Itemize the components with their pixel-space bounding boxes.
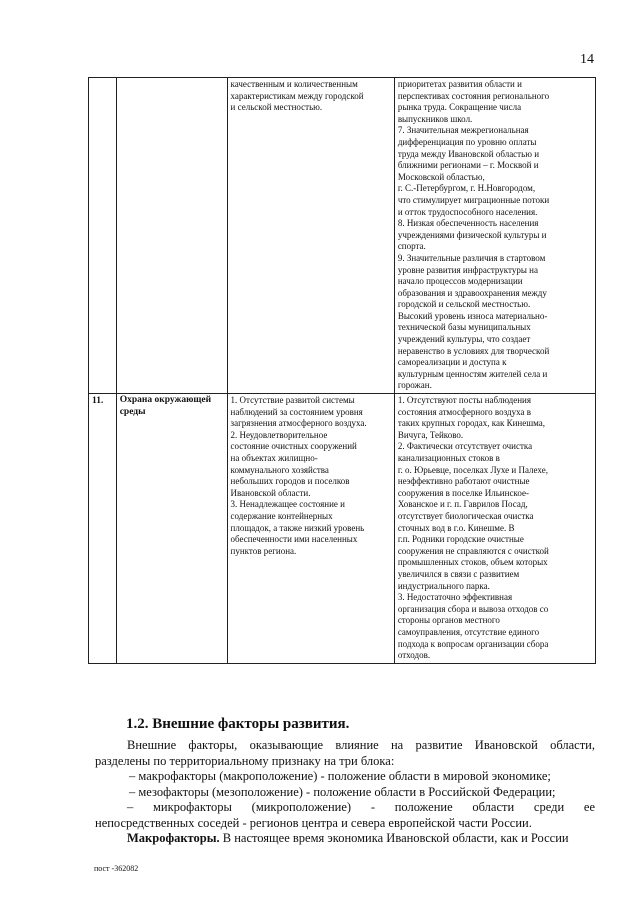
cell-line: увеличился в связи с развитием	[397, 568, 520, 579]
number-cell	[89, 394, 117, 664]
cell-line: Вичуга, Тейково.	[397, 429, 464, 440]
cell-line: отсутствует биологическая очистка	[397, 510, 534, 521]
cell-line: уровне развития инфраструктуры на	[397, 264, 538, 275]
cell-line: состояние очистных сооружений	[230, 441, 357, 452]
cell-line: 9. Значительные различия в стартовом	[397, 252, 546, 263]
cell-line: неэффективно работают очистные	[397, 476, 530, 487]
cell-line: 2. Фактически отсутствует очистка	[397, 441, 533, 452]
area-cell	[116, 78, 227, 394]
cell-line: 1. Отсутствие развитой системы	[230, 395, 355, 406]
cell-line: самоуправления, отсутствие единого	[397, 626, 540, 637]
cell-line: самореализации и доступа к	[397, 357, 507, 368]
cell-line: 2. Неудовлетворительное	[230, 429, 328, 440]
cell-line: и сельской местностью.	[230, 102, 323, 113]
cell-line: качественным и количественным	[230, 79, 358, 89]
cell-line: стороны органов местного	[397, 615, 500, 626]
problems-cell	[227, 78, 394, 394]
cell-line: г.п. Родники городские очистные	[397, 534, 524, 545]
cell-line: труда между Ивановской областью и	[397, 148, 540, 159]
area-cell	[116, 394, 227, 664]
page-number: 14	[580, 52, 594, 67]
area-title-line: Охрана окружающей	[119, 395, 212, 406]
cell-line: загрязнения атмосферного воздуха.	[230, 418, 367, 429]
cell-line: характеристикам между городской	[230, 90, 364, 101]
cell-line: канализационных стоков в	[397, 453, 500, 463]
cell-line: ближними регионами – г. Москвой и	[397, 160, 539, 171]
cell-line: промышленных стоков, объем которых	[397, 557, 548, 568]
cell-line: начало процессов модернизации	[397, 276, 523, 287]
factor-bullet: – мезофакторы (мезоположение) - положение области в Российской Федерации;	[129, 784, 556, 799]
section-body	[95, 738, 595, 847]
section-title: 1.2. Внешние факторы развития.	[126, 716, 350, 732]
cell-line: таких крупных городах, как Кинешма,	[397, 418, 546, 429]
cell-line: дифференциация по уровню оплаты	[397, 136, 537, 147]
cell-line: приоритетах развития области и	[397, 79, 522, 89]
cell-line: Хованское и г. п. Гаврилов Посад,	[397, 499, 528, 510]
cell-line: Высокий уровень износа материально-	[397, 310, 548, 321]
table-row	[89, 78, 596, 394]
cell-line: неравенство в условиях для творческой	[397, 345, 550, 356]
cell-line: подхода к вопросам организации сбора	[397, 638, 549, 649]
cell-line: 3. Недостаточно эффективная	[397, 592, 513, 603]
cell-line: наблюдений за состоянием уровня	[230, 406, 363, 417]
table-row	[89, 394, 596, 664]
cell-line: организация сбора и вывоза отходов со	[397, 603, 549, 614]
factor-bullet: – макрофакторы (макроположение) - положение области в мировой экономике;	[129, 769, 551, 783]
cell-line: что стимулирует миграционные потоки	[397, 194, 550, 205]
problems-cell	[227, 394, 394, 664]
factor-bullet: – микрофакторы (микроположение) - положение области среди ее	[127, 800, 595, 814]
cell-line: городской и сельской местностью.	[397, 299, 531, 310]
cell-line: сооружения не справляются с очисткой	[397, 545, 549, 556]
cell-line: 1. Отсутствуют посты наблюдения	[397, 395, 531, 406]
cell-line: состояния атмосферного воздуха в	[397, 406, 531, 417]
cell-line: спорта.	[397, 241, 426, 252]
cell-line: индустриального парка.	[397, 580, 490, 591]
cell-line: небольших городов и поселков	[230, 476, 350, 487]
cell-line: сооружения в поселке Ильинское-	[397, 487, 529, 498]
cell-line: культурным ценностям жителей села и	[397, 368, 548, 379]
cell-line: 8. Низкая обеспеченность населения	[397, 218, 539, 229]
cell-line: содержание контейнерных	[230, 510, 333, 521]
cell-line: горожан.	[397, 380, 432, 391]
macro-label: Макрофакторы.	[127, 831, 220, 845]
details-cell	[394, 394, 595, 664]
intro-line: Внешние факторы, оказывающие влияние на развитие Ивановской области,	[127, 738, 595, 752]
cell-line: перспективах состояния регионального	[397, 90, 550, 101]
cell-line: 7. Значительная межрегиональная	[397, 125, 529, 136]
row-number: 11.	[92, 396, 104, 407]
area-title-line: среды	[119, 406, 146, 417]
cell-line: обеспеченности ими населенных	[230, 534, 358, 545]
footer-code: пост -362082	[94, 864, 139, 873]
cell-line: 3. Ненадлежащее состояние и	[230, 499, 345, 510]
details-cell	[394, 78, 595, 394]
factor-bullet-continuation: непосредственных соседей - регионов центра и севера европейской части России.	[95, 815, 532, 830]
cell-line: г. С.-Петербургом, г. Н.Новгородом,	[397, 183, 536, 194]
cell-line: на объектах жилищно-	[230, 453, 318, 463]
number-cell	[89, 78, 117, 394]
cell-line: отходов.	[397, 650, 431, 661]
macro-text: В настоящее время экономика Ивановской области, как и России	[219, 831, 569, 845]
cell-line: выпускников школ.	[397, 113, 473, 124]
cell-line: пунктов региона.	[230, 545, 297, 556]
cell-line: г. о. Юрьевце, поселках Лухе и Палехе,	[397, 464, 548, 475]
intro-line: разделены по территориальному признаку на три блока:	[95, 753, 395, 768]
cell-line: и отток трудоспособного населения.	[397, 206, 538, 217]
cell-line: технической базы муниципальных	[397, 322, 531, 333]
cell-line: коммунального хозяйства	[230, 464, 329, 475]
macro-paragraph	[95, 831, 595, 847]
cell-line: площадок, а также низкий уровень	[230, 522, 365, 533]
cell-line: сточных вод в г.о. Кинешме. В	[397, 522, 515, 533]
cell-line: учреждений культуры, что создает	[397, 334, 531, 345]
cell-line: Московской областью,	[397, 171, 485, 182]
cell-line: рынка труда. Сокращение числа	[397, 102, 522, 113]
problems-table	[88, 77, 596, 664]
cell-line: учреждениями физической культуры и	[397, 229, 547, 240]
cell-line: Ивановской области.	[230, 487, 311, 498]
cell-line: образования и здравоохранения между	[397, 287, 547, 298]
